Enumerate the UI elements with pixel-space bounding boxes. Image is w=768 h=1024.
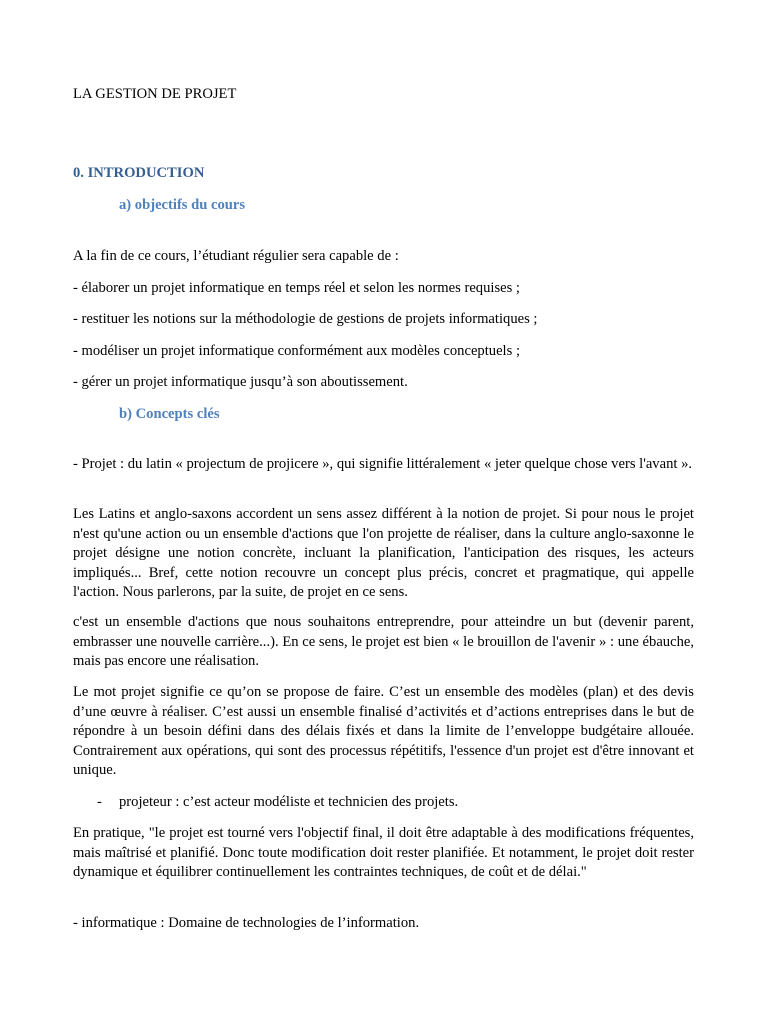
objective-item: - gérer un projet informatique jusqu’à son aboutissement. (73, 374, 408, 390)
document-title: LA GESTION DE PROJET (73, 86, 237, 102)
objective-item: - modéliser un projet informatique conformément aux modèles conceptuels ; (73, 343, 520, 359)
definition-informatique: - informatique : Domaine de technologies de l’information. (73, 915, 420, 931)
objectives-intro: A la fin de ce cours, l’étudiant régulier sera capable de : (73, 248, 399, 264)
objective-item: - élaborer un projet informatique en temps réel et selon les normes requises ; (73, 280, 520, 296)
definition-projeteur: projeteur : c’est acteur modéliste et technicien des projets. (119, 794, 459, 810)
paragraph-mot-projet: Le mot projet signifie ce qu’on se propose de faire. C’est un ensemble des modèles (plan) et des devis d’une œuvre à réaliser. C’est aussi un ensemble finalisé d’activités et d’actions entreprises dans le but de répondre à un besoin défini dans des délais fixés et dans la limite de l’enveloppe budgétaire allouée. Contrairement aux opérations, qui sont des processus répétitifs, l'essence d'un projet est d'être innovant et unique. (73, 684, 694, 778)
subheading-objectifs: a) objectifs du cours (119, 197, 246, 213)
paragraph-ensemble-actions: c'est un ensemble d'actions que nous souhaitons entreprendre, pour atteindre un but (devenir parent, embrasser une nouvelle carrière...). En ce sens, le projet est bien « le brouillon de l'avenir » : une ébauche, mais pas encore une réalisation. (73, 614, 694, 669)
bullet-dash: - (97, 794, 102, 810)
section-heading-introduction: 0. INTRODUCTION (73, 165, 205, 181)
objective-item: - restituer les notions sur la méthodologie de gestions de projets informatiques ; (73, 311, 538, 327)
definition-projet: - Projet : du latin « projectum de projicere », qui signifie littéralement « jeter quelque chose vers l'avant ». (73, 456, 693, 472)
paragraph-en-pratique: En pratique, "le projet est tourné vers l'objectif final, il doit être adaptable à des modifications fréquentes, mais maîtrisé et planifié. Donc toute modification doit rester planifiée. Et notamment, le projet doit rester dynamique et équilibrer continuellement les contraintes techniques, de coût et de délai." (73, 825, 694, 880)
subheading-concepts-cles: b) Concepts clés (119, 406, 220, 422)
paragraph-latins: Les Latins et anglo-saxons accordent un sens assez différent à la notion de projet. Si pour nous le projet n'est qu'une action ou un ensemble d'actions que l'on projette de réaliser, dans la culture anglo-saxonne le projet désigne une notion concrète, incluant la planification, l'anticipation des risques, les acteurs impliqués... Bref, cette notion recouvre un concept plus précis, concret et pragmatique, qui appelle l'action. Nous parlerons, par la suite, de projet en ce sens. (73, 506, 694, 600)
